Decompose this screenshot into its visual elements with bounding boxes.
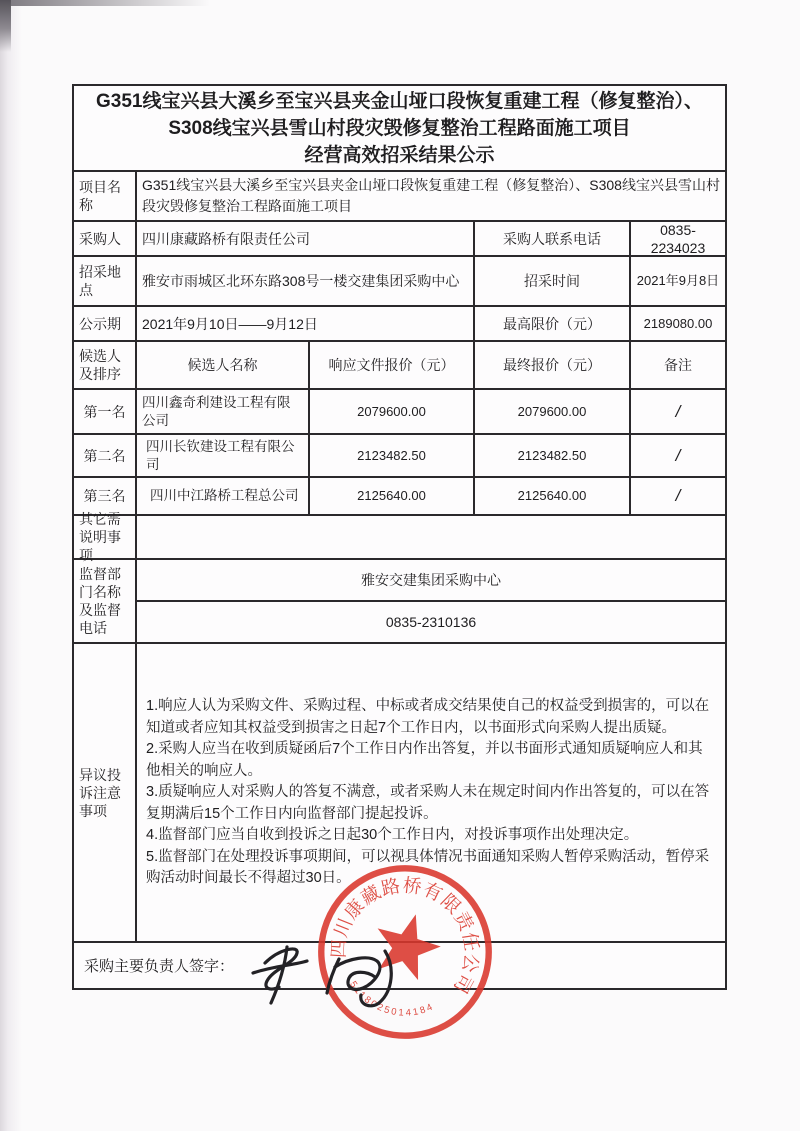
bid-time-value: 2021年9月8日 [636,273,720,288]
max-price-value: 2189080.00 [643,315,713,331]
row-other-notes [74,511,725,563]
candidate-1-final: 2079600.00 [475,390,631,433]
candidate-1-remark: / [675,401,681,421]
scan-top-shadow [0,0,210,6]
document-title [74,86,725,170]
objection-item-3: 3.质疑响应人对采购人的答复不满意，或者采购人未在规定时间内作出答复的，可以在答复期满后15个工作日内向监督部门提起投诉。 [146,784,710,822]
purchaser-label: 采购人 [74,222,137,255]
scan-corner-mark [0,0,11,52]
candidate-row-3 [74,478,725,516]
title-line-1: G351线宝兴县大溪乡至宝兴县夹金山垭口段恢复重建工程（修复整治）、 [96,90,703,112]
candidate-3-remark: / [675,486,681,505]
row-project-name [74,172,725,222]
header-final-bid: 最终报价（元） [475,342,631,388]
supervision-values [137,560,725,642]
other-notes-value [137,516,725,558]
purchaser-phone-value: 0835-2234023 [650,221,706,256]
announcement-table [72,84,727,944]
row-location [74,257,725,307]
objection-item-5: 5.监督部门在处理投诉事项期间，可以视具体情况书面通知采购人暂停采购活动，暂停采购活动时间最长不得超过30日。 [146,848,710,887]
header-remark: 备注 [664,357,692,373]
signature-label: 采购主要负责人签字： [84,958,235,975]
objection-item-4: 4.监督部门应当自收到投诉之日起30个工作日内，对投诉事项作出处理决定。 [146,827,639,844]
candidate-row-2 [74,435,725,478]
candidate-2-remark: / [675,445,681,465]
title-block [74,86,725,172]
bid-time-label: 招采时间 [475,257,631,305]
candidate-3-final: 2125640.00 [475,478,631,514]
location-value: 雅安市雨城区北环东路308号一楼交建集团采购中心 [137,257,475,305]
candidate-row-1 [74,390,725,435]
purchaser-value: 四川康藏路桥有限责任公司 [137,222,475,255]
candidate-1-name: 四川鑫奇利建设工程有限公司 [137,390,310,433]
publicity-value: 2021年9月10日——9月12日 [137,307,475,340]
header-candidate-name: 候选人名称 [137,342,310,388]
objection-item-2: 2.采购人应当在收到质疑函后7个工作日内作出答复，并以书面形式通知质疑响应人和其他相关的响应人。 [146,741,703,779]
candidate-3-bid: 2125640.00 [310,478,475,514]
svg-text:5118025014184: 5118025014184 [347,979,437,1019]
supervision-phone: 0835-2310136 [385,614,477,630]
location-label: 招采地点 [74,257,137,305]
purchaser-phone-label: 采购人联系电话 [475,222,631,255]
title-line-2: S308线宝兴县雪山村段灾毁修复整治工程路面施工项目 [168,117,631,139]
project-name-label: 项目名称 [74,172,137,220]
objection-item-1: 1.响应人认为采购文件、采购过程、中标或者成交结果使自己的权益受到损害的，可以在知道或者应知其权益受到损害之日起7个工作日内，以书面形式向采购人提出质疑。 [146,698,710,736]
row-publicity-period [74,307,725,342]
max-price-label: 最高限价（元） [475,307,631,340]
supervision-label: 监督部门名称及监督电话 [74,560,137,642]
rank-3: 第三名 [74,478,137,514]
project-name-value: G351线宝兴县大溪乡至宝兴县夹金山垭口段恢复重建工程（修复整治）、S308线宝兴县雪山村段灾毁修复整治工程路面施工项目 [142,177,720,214]
row-supervision [74,560,725,644]
row-candidates-header [74,342,725,390]
candidates-row-label: 候选人及排序 [74,342,137,388]
objection-label: 异议投诉注意事项 [74,644,137,942]
candidate-2-name: 四川长钦建设工程有限公司 [137,435,310,476]
publicity-label: 公示期 [74,307,137,340]
candidate-3-name: 四川中江路桥工程总公司 [137,478,310,514]
candidate-2-bid: 2123482.50 [310,435,475,476]
rank-2: 第二名 [74,435,137,476]
other-notes-label: 其它需说明事项 [74,516,137,558]
title-line-3: 经营高效招采结果公示 [304,144,495,166]
scan-left-edge [0,0,22,1131]
rank-1: 第一名 [74,390,137,433]
svg-text:四川康藏路桥有限责任公司: 四川康藏路桥有限责任公司 [327,874,483,998]
header-response-bid: 响应文件报价（元） [310,342,475,388]
candidate-1-bid: 2079600.00 [310,390,475,433]
candidate-2-final: 2123482.50 [475,435,631,476]
row-purchaser [74,222,725,257]
signature-handwriting [243,933,428,1015]
supervision-department: 雅安交建集团采购中心 [137,560,725,602]
